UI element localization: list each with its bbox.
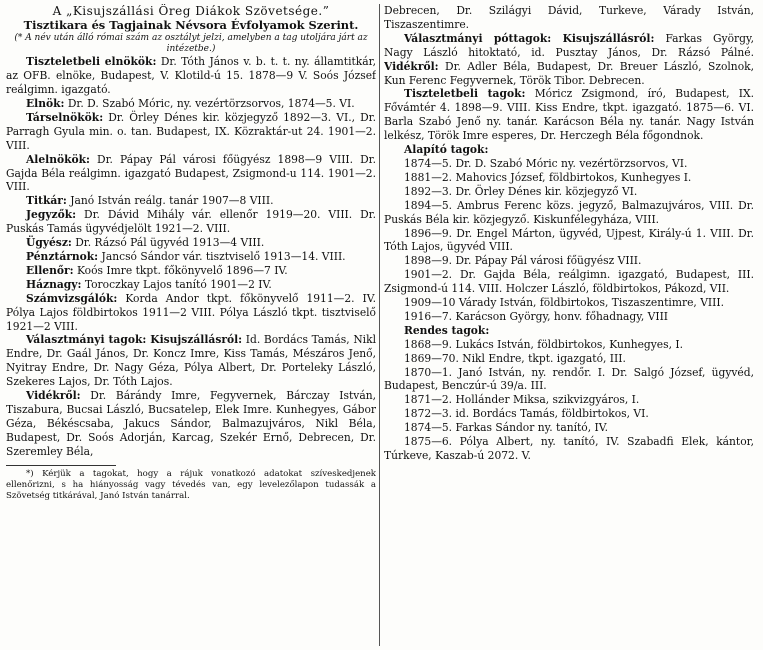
founder-entry: 1916—7. Karácson György, honv. főhadnagy, VIII <box>404 309 669 323</box>
president <box>6 97 376 111</box>
section-heading: Számvizsgálók: <box>26 291 118 305</box>
attorney <box>6 236 376 250</box>
treasurer <box>6 250 376 264</box>
section-heading: Háznagy: <box>26 277 82 291</box>
founder-entry: 1894—5. Ambrus Ferenc közs. jegyző, Balmazujváros, VIII. Dr. Puskás Béla kir. közjegyző. Kiskunfélegyháza, VIII. <box>384 198 754 226</box>
section-heading: Titkár: <box>26 194 67 208</box>
section-heading: Társelnökök: <box>26 110 104 124</box>
member-entry: 1868—9. Lukács István, földbirtokos, Kunhegyes, I. <box>404 337 684 351</box>
committee-members-local <box>6 333 376 389</box>
founder-entry: 1901—2. Dr. Gajda Béla, reálgimn. igazgató, Budapest, III. Zsigmond-ú 114. VIII. Holczer László, földbirtokos, Pákozd, VII. <box>384 268 754 296</box>
founder-entry: 1881—2. Mahovics József, földbirtokos, Kunhegyes I. <box>404 170 692 184</box>
section-text: Toroczkay Lajos tanító 1901—2 IV. <box>81 277 272 291</box>
vice-presidents <box>6 153 376 195</box>
section-text: Id. Bordács Tamás, Nikl Endre, Dr. Gaál János, Dr. Koncz Imre, Kiss Tamás, Mészáros Jenő, Nyitray Endre, Dr. Nagy Géza, Pólya Albert, Dr. Porteleky László, Szekeres Lajos, Dr. Tóth Lajos. <box>6 333 376 389</box>
section-text: Janó István reálg. tanár 1907—8 VIII. <box>66 194 274 208</box>
right-column <box>384 4 754 646</box>
founder-entry: 1898—9. Dr. Pápay Pál városi főügyész VIII. <box>404 254 642 268</box>
section-text: Jancsó Sándor vár. tisztviselő 1913—14. VIII. <box>98 250 346 263</box>
column-divider <box>379 4 380 646</box>
class-note: (* A név után álló római szám az osztályt jelzi, amelyben a tag utoljára járt az intézetbe.) <box>14 32 368 55</box>
section-text: Korda Andor tkpt. főkönyvelő 1911—2. IV. Pólya Lajos földbirtokos 1911—2 VIII. Pólya László tkpt. tisztviselő 1921—2 VIII. <box>6 291 376 333</box>
footnote-separator <box>6 465 116 466</box>
section-heading: Pénztárnok: <box>26 250 99 263</box>
member-entry: 1875—6. Pólya Albert, ny. tanító, IV. Szabadfi Elek, kántor, Túrkeve, Kaszab-ú 2072. V. <box>384 435 754 462</box>
section-text: Dr. Pápay Pál városi főügyész 1898—9 VIII. Dr. Gajda Béla reálgimn. igazgató Budapest, Zsigmond-u 114. 1901—2. VIII. <box>6 152 376 194</box>
footnote: *) Kérjük a tagokat, hogy a rájuk vonatkozó adatokat szíveskedjenek ellenőrizni, s ha hiányosság vagy tévedés van, egy levelezőlapon tudassák a Szövetség titkárával, Janó István tanárral. <box>6 468 376 501</box>
auditors <box>6 292 376 334</box>
section-text: Dr. Tóth János v. b. t. t. ny. államtitkár, az OFB. elnöke, Budapest, V. Klotild-ú 15. 1878—9 V. Soós József reálgimn. igazgató. <box>6 55 376 97</box>
section-text: Dr. Dávid Mihály vár. ellenőr 1919—20. VIII. Dr. Puskás Tamás ügyvédjelölt 1921—2. VIII. <box>6 208 376 236</box>
section-text: Dr. Rázsó Pál ügyvéd 1913—4 VIII. <box>71 236 265 250</box>
section-text: Dr. Bárándy Imre, Fegyvernek, Bárczay István, Tiszabura, Bucsai László, Bucsatelep, Elek Imre. Kunhegyes, Gábor Géza, Békéscsaba, Jakucs Sándor, Balmazujváros, Nikl Béla, Budapest, Dr. Soós Adorján, Karcag, Szekér Ernő, Debrecen, Dr. Szeremley Béla, <box>6 389 376 458</box>
section-text: Dr. Örley Dénes kir. közjegyző 1892—3. VI., Dr. Parragh Gyula min. o. tan. Budapest, IX. Közraktár-ut 24. 1901—2. VIII. <box>6 110 376 152</box>
controller <box>6 264 376 278</box>
regular-members-heading: Rendes tagok: <box>404 323 490 337</box>
section-heading: Tiszteletbeli tagok: <box>404 87 526 101</box>
steward <box>6 278 376 292</box>
document-title: A „Kisujszállási Öreg Diákok Szövetsége.” <box>52 4 330 18</box>
co-presidents <box>6 111 376 153</box>
founder-entry: 1874—5. Dr. D. Szabó Móric ny. vezértörzsorvos, VI. <box>404 156 688 170</box>
founder-entry: 1909—10 Várady István, földbirtokos, Tiszaszentimre, VIII. <box>404 296 724 310</box>
committee-alternates <box>384 32 754 88</box>
honorary-presidents <box>6 55 376 97</box>
section-heading: Választmányi póttagok: Kisujszállásról: <box>404 31 655 45</box>
founder-entry: 1892—3. Dr. Örley Dénes kir. közjegyző VI. <box>404 184 638 198</box>
founders-heading: Alapító tagok: <box>404 143 489 157</box>
member-entry: 1871—2. Hollánder Miksa, szikvizgyáros, I. <box>404 393 640 407</box>
section-text: Móricz Zsigmond, író, Budapest, IX. Fővámtér 4. 1898—9. VIII. Kiss Endre, tkpt. igazgató. 1875—6. VI. Barla Szabó Jenő ny. tanár. Karácson Béla ny. tanár. Nagy István lelkész, Török Imre esperes, Dr. Herczegh Béla főgondnok. <box>384 87 754 143</box>
section-text: Dr. D. Szabó Móric, ny. vezértörzsorvos, 1874—5. VI. <box>64 97 355 111</box>
section-heading: Vidékről: <box>26 389 81 403</box>
secretary <box>6 194 376 208</box>
section-text: Dr. Adler Béla, Budapest, Dr. Breuer László, Szolnok, Kun Ferenc Fegyvernek, Török Tibor. Debrecen. <box>384 59 754 87</box>
committee-members-regional <box>6 389 376 459</box>
member-entry: 1870—1. Janó István, ny. rendőr. I. Dr. Salgó József, ügyvéd, Budapest, Benczúr-ú 39/a. III. <box>384 365 754 393</box>
section-heading: Választmányi tagok: Kisujszállásról: <box>26 333 243 347</box>
member-entry: 1869—70. Nikl Endre, tkpt. igazgató, III. <box>404 351 626 365</box>
section-heading: Vidékről: <box>384 59 439 73</box>
member-entry: 1874—5. Farkas Sándor ny. tanító, IV. <box>404 421 608 435</box>
document-subtitle: Tisztikara és Tagjainak Névsora Évfolyamok Szerint. <box>23 18 359 32</box>
founder-entry: 1896—9. Dr. Engel Márton, ügyvéd, Ujpest, Király-ú 1. VIII. Dr. Tóth Lajos, ügyvéd VIII. <box>384 226 754 254</box>
section-text: Koós Imre tkpt. főkönyvelő 1896—7 IV. <box>73 263 288 277</box>
committee-continued: Debrecen, Dr. Szilágyi Dávid, Turkeve, Várady István, Tiszaszentimre. <box>384 4 754 31</box>
section-heading: Tiszteletbeli elnökök: <box>26 55 157 69</box>
section-heading: Alelnökök: <box>26 152 90 166</box>
left-column <box>6 4 376 646</box>
section-heading: Ellenőr: <box>26 263 74 277</box>
section-heading: Jegyzők: <box>26 208 77 222</box>
section-heading: Ügyész: <box>26 236 72 250</box>
member-entry: 1872—3. id. Bordács Tamás, földbirtokos, VI. <box>404 407 649 421</box>
honorary-members <box>384 87 754 143</box>
section-heading: Elnök: <box>26 97 65 111</box>
section-text: Farkas György, Nagy László hitoktató, id. Pusztay János, Dr. Rázsó Pálné. <box>384 31 754 59</box>
clerks <box>6 208 376 236</box>
